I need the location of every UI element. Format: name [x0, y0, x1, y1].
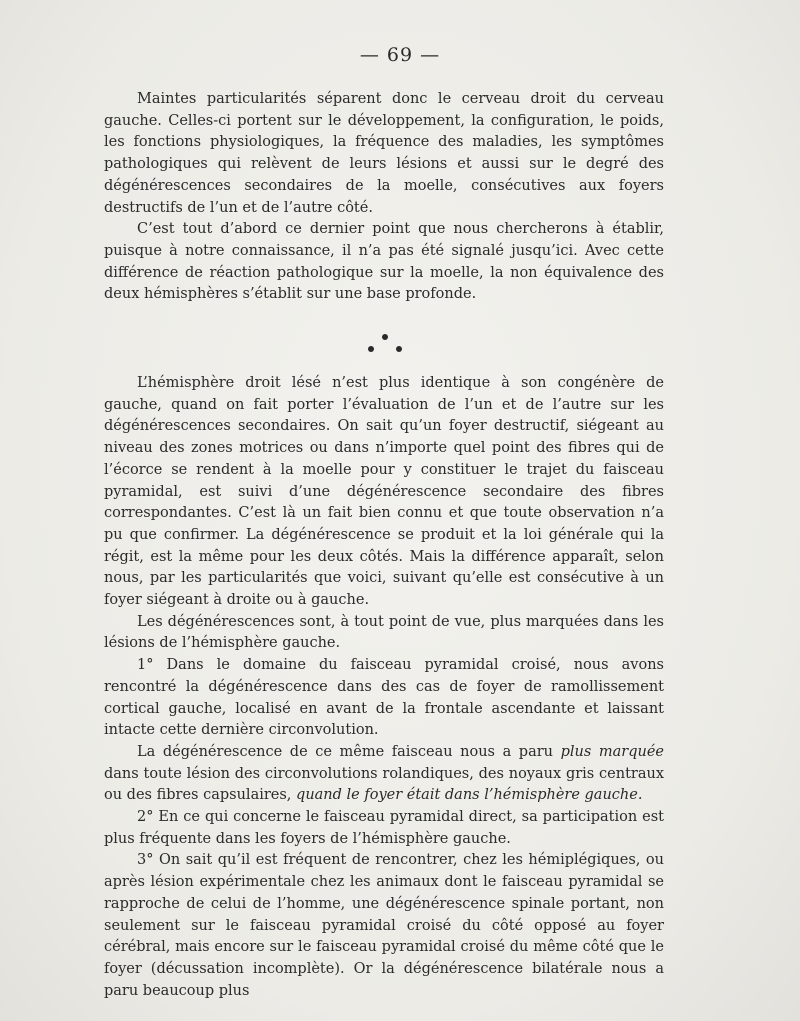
paragraph: C’est tout d’abord ce dernier point que nous chercherons à établir, puisque à notre connaissance, il n’a pas été signalé jusqu’ici. Avec cette différence de réaction pathologique sur la moelle, la non équivalence des deux hémisphères s’établit sur une base profonde. — [104, 221, 664, 303]
ornament-dot — [382, 334, 388, 340]
paragraph-text: dans toute lésion des circonvolutions rolandiques, des noyaux gris centraux ou des fibres capsulaires, — [104, 765, 664, 804]
ornament-dot — [396, 346, 402, 352]
paragraph-text: La dégénérescence de ce même faisceau nous a paru — [137, 743, 561, 760]
ornament-dot — [368, 346, 374, 352]
paragraph: 1° Dans le domaine du faisceau pyramidal croisé, nous avons rencontré la dégénérescence dans des cas de foyer de ramollissement cortical gauche, localisé en avant de la frontale ascendante et laissant intacte cette dernière circonvolution. — [104, 657, 664, 739]
paragraph: L’hémisphère droit lésé n’est plus identique à son congénère de gauche, quand on fait porter l’évaluation de l’un et de l’autre sur les dégénérescences secondaires. On sait qu’un foyer destructif, siégeant au niveau des zones motrices ou dans n’importe quel point des fibres qui de l’écorce se rendent à la moelle pour y constituer le trajet du faisceau pyramidal, est suivi d’une dégénérescence secondaire des fibres correspondantes. C’est là un fait bien connu et que toute observation n’a pu que confirmer. La dégénérescence se produit et la loi générale qui la régit, est la même pour les deux côtés. Mais la différence apparaît, selon nous, par les particularités que voici, suivant qu’elle est consécutive à un foyer siégeant à droite ou à gauche. — [104, 375, 664, 609]
paragraph — [104, 742, 664, 807]
paragraph: 2° En ce qui concerne le faisceau pyramidal direct, sa participation est plus fréquente dans les foyers de l’hémisphère gauche. — [104, 809, 664, 847]
text-block-bottom — [104, 373, 664, 1002]
paragraph: Les dégénérescences sont, à tout point de vue, plus marquées dans les lésions de l’hémisphère gauche. — [104, 613, 664, 652]
page-number: — 69 — — [359, 44, 441, 66]
asterism-ornament — [0, 332, 800, 356]
text-block-top — [104, 89, 664, 306]
paragraph: 3° On sait qu’il est fréquent de rencontrer, chez les hémiplégiques, ou après lésion expérimentale chez les animaux dont le faisceau pyramidal se rapproche de celui de l’homme, une dégénérescence spinale portant, non seulement sur le faisceau pyramidal croisé du côté opposé au foyer cérébral, mais encore sur le faisceau pyramidal croisé du même côté que le foyer (décussation incomplète). Or la dégénérescence bilatérale nous a paru beaucoup plus — [104, 852, 664, 999]
emphasis-text: quand le foyer était dans l’hémisphère gauche. — [296, 787, 643, 804]
paragraph: Maintes particularités séparent donc le cerveau droit du cerveau gauche. Celles-ci portent sur le développement, la configuration, le poids, les fonctions physiologiques, la fréquence des maladies, les symptômes pathologiques qui relèvent de leurs lésions et aussi sur le degré des dégénérescences secondaires de la moelle, consécutives aux foyers destructifs de l’un et de l’autre côté. — [104, 91, 664, 216]
emphasis-text: plus marquée — [560, 743, 664, 760]
